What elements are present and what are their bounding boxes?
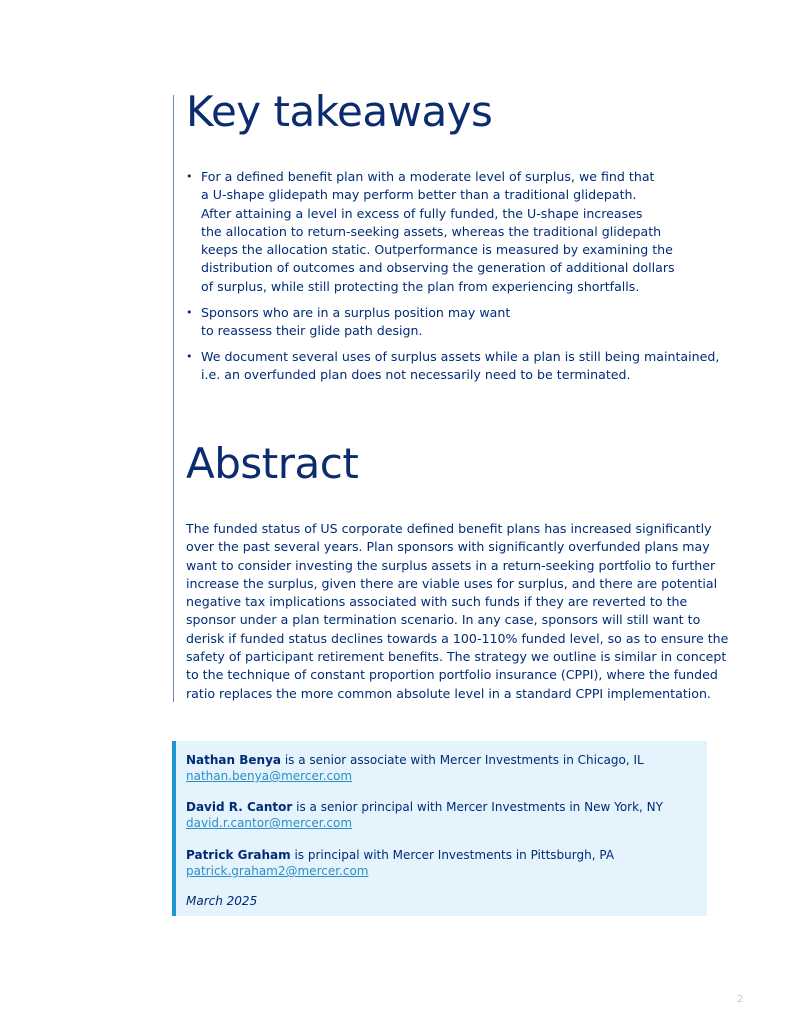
author-bio: [186, 847, 706, 863]
abstract-text-line: sponsor under a plan termination scenario. In any case, sponsors will still want to: [186, 612, 701, 628]
abstract-text-line: derisk if funded status declines towards a 100-110% funded level, so as to ensure the: [186, 630, 729, 646]
takeaway-text-line: i.e. an overfunded plan does not necessarily need to be terminated.: [201, 366, 631, 382]
author-bio: [186, 799, 706, 815]
takeaway-text-line: of surplus, while still protecting the plan from experiencing shortfalls.: [201, 278, 640, 294]
author-description: is a senior associate with Mercer Investments in Chicago, IL: [281, 753, 644, 767]
abstract-text-line: safety of participant retirement benefits. The strategy we outline is similar in concept: [186, 649, 727, 665]
author-name: Patrick Graham: [186, 848, 291, 862]
takeaway-item: [186, 304, 716, 341]
author-name: David R. Cantor: [186, 800, 293, 814]
author-entry: [186, 799, 706, 831]
page-number: 2: [737, 994, 744, 1005]
bullet-icon: •: [186, 170, 193, 183]
takeaway-item: [186, 168, 716, 296]
abstract-text-line: want to consider investing the surplus assets in a return-seeking portfolio to further: [186, 557, 716, 573]
abstract-body: [186, 520, 729, 703]
author-entry: [186, 847, 706, 879]
takeaway-text-line: distribution of outcomes and observing the generation of additional dollars: [201, 260, 675, 276]
takeaway-text-line: After attaining a level in excess of fully funded, the U-shape increases: [201, 205, 643, 221]
authors-box: [172, 741, 707, 916]
publication-date: March 2025: [186, 894, 258, 908]
key-takeaways-list: [186, 168, 720, 392]
abstract-text-line: over the past several years. Plan sponsors with significantly overfunded plans may: [186, 539, 710, 555]
author-email-link[interactable]: patrick.graham2@mercer.com: [186, 864, 369, 878]
author-entry: [186, 752, 706, 784]
takeaway-text-line: to reassess their glide path design.: [201, 322, 423, 338]
bullet-icon: •: [186, 305, 193, 319]
main-column: [173, 87, 729, 702]
takeaway-text-line: a U-shape glidepath may perform better than a traditional glidepath.: [201, 187, 637, 203]
abstract-text-line: negative tax implications associated with such funds if they are reverted to the: [186, 594, 688, 610]
abstract-heading: Abstract: [186, 439, 359, 488]
takeaway-text-line: Sponsors who are in a surplus position may want: [201, 304, 511, 320]
abstract-text-line: ratio replaces the more common absolute level in a standard CPPI implementation.: [186, 685, 711, 701]
bullet-icon: •: [186, 349, 193, 363]
takeaway-item: [186, 348, 720, 385]
author-description: is a senior principal with Mercer Investments in New York, NY: [292, 800, 663, 814]
takeaway-text-line: For a defined benefit plan with a moderate level of surplus, we find that: [201, 169, 655, 184]
author-email-link[interactable]: david.r.cantor@mercer.com: [186, 816, 353, 830]
abstract-text-line: to the technique of constant proportion portfolio insurance (CPPI), where the funded: [186, 667, 718, 683]
abstract-text-line: increase the surplus, given there are viable uses for surplus, and there are potential: [186, 575, 718, 591]
author-description: is principal with Mercer Investments in Pittsburgh, PA: [290, 848, 615, 862]
abstract-text-line: The funded status of US corporate defined benefit plans has increased significantly: [186, 521, 712, 536]
author-bio: [186, 752, 706, 768]
author-email-link[interactable]: nathan.benya@mercer.com: [186, 769, 353, 783]
author-name: Nathan Benya: [186, 753, 281, 767]
key-takeaways-heading: Key takeaways: [186, 87, 493, 136]
takeaway-text-line: keeps the allocation static. Outperformance is measured by examining the: [201, 242, 673, 258]
takeaway-text-line: We document several uses of surplus assets while a plan is still being maintained,: [201, 348, 720, 364]
takeaway-text-line: the allocation to return-seeking assets, whereas the traditional glidepath: [201, 223, 662, 239]
